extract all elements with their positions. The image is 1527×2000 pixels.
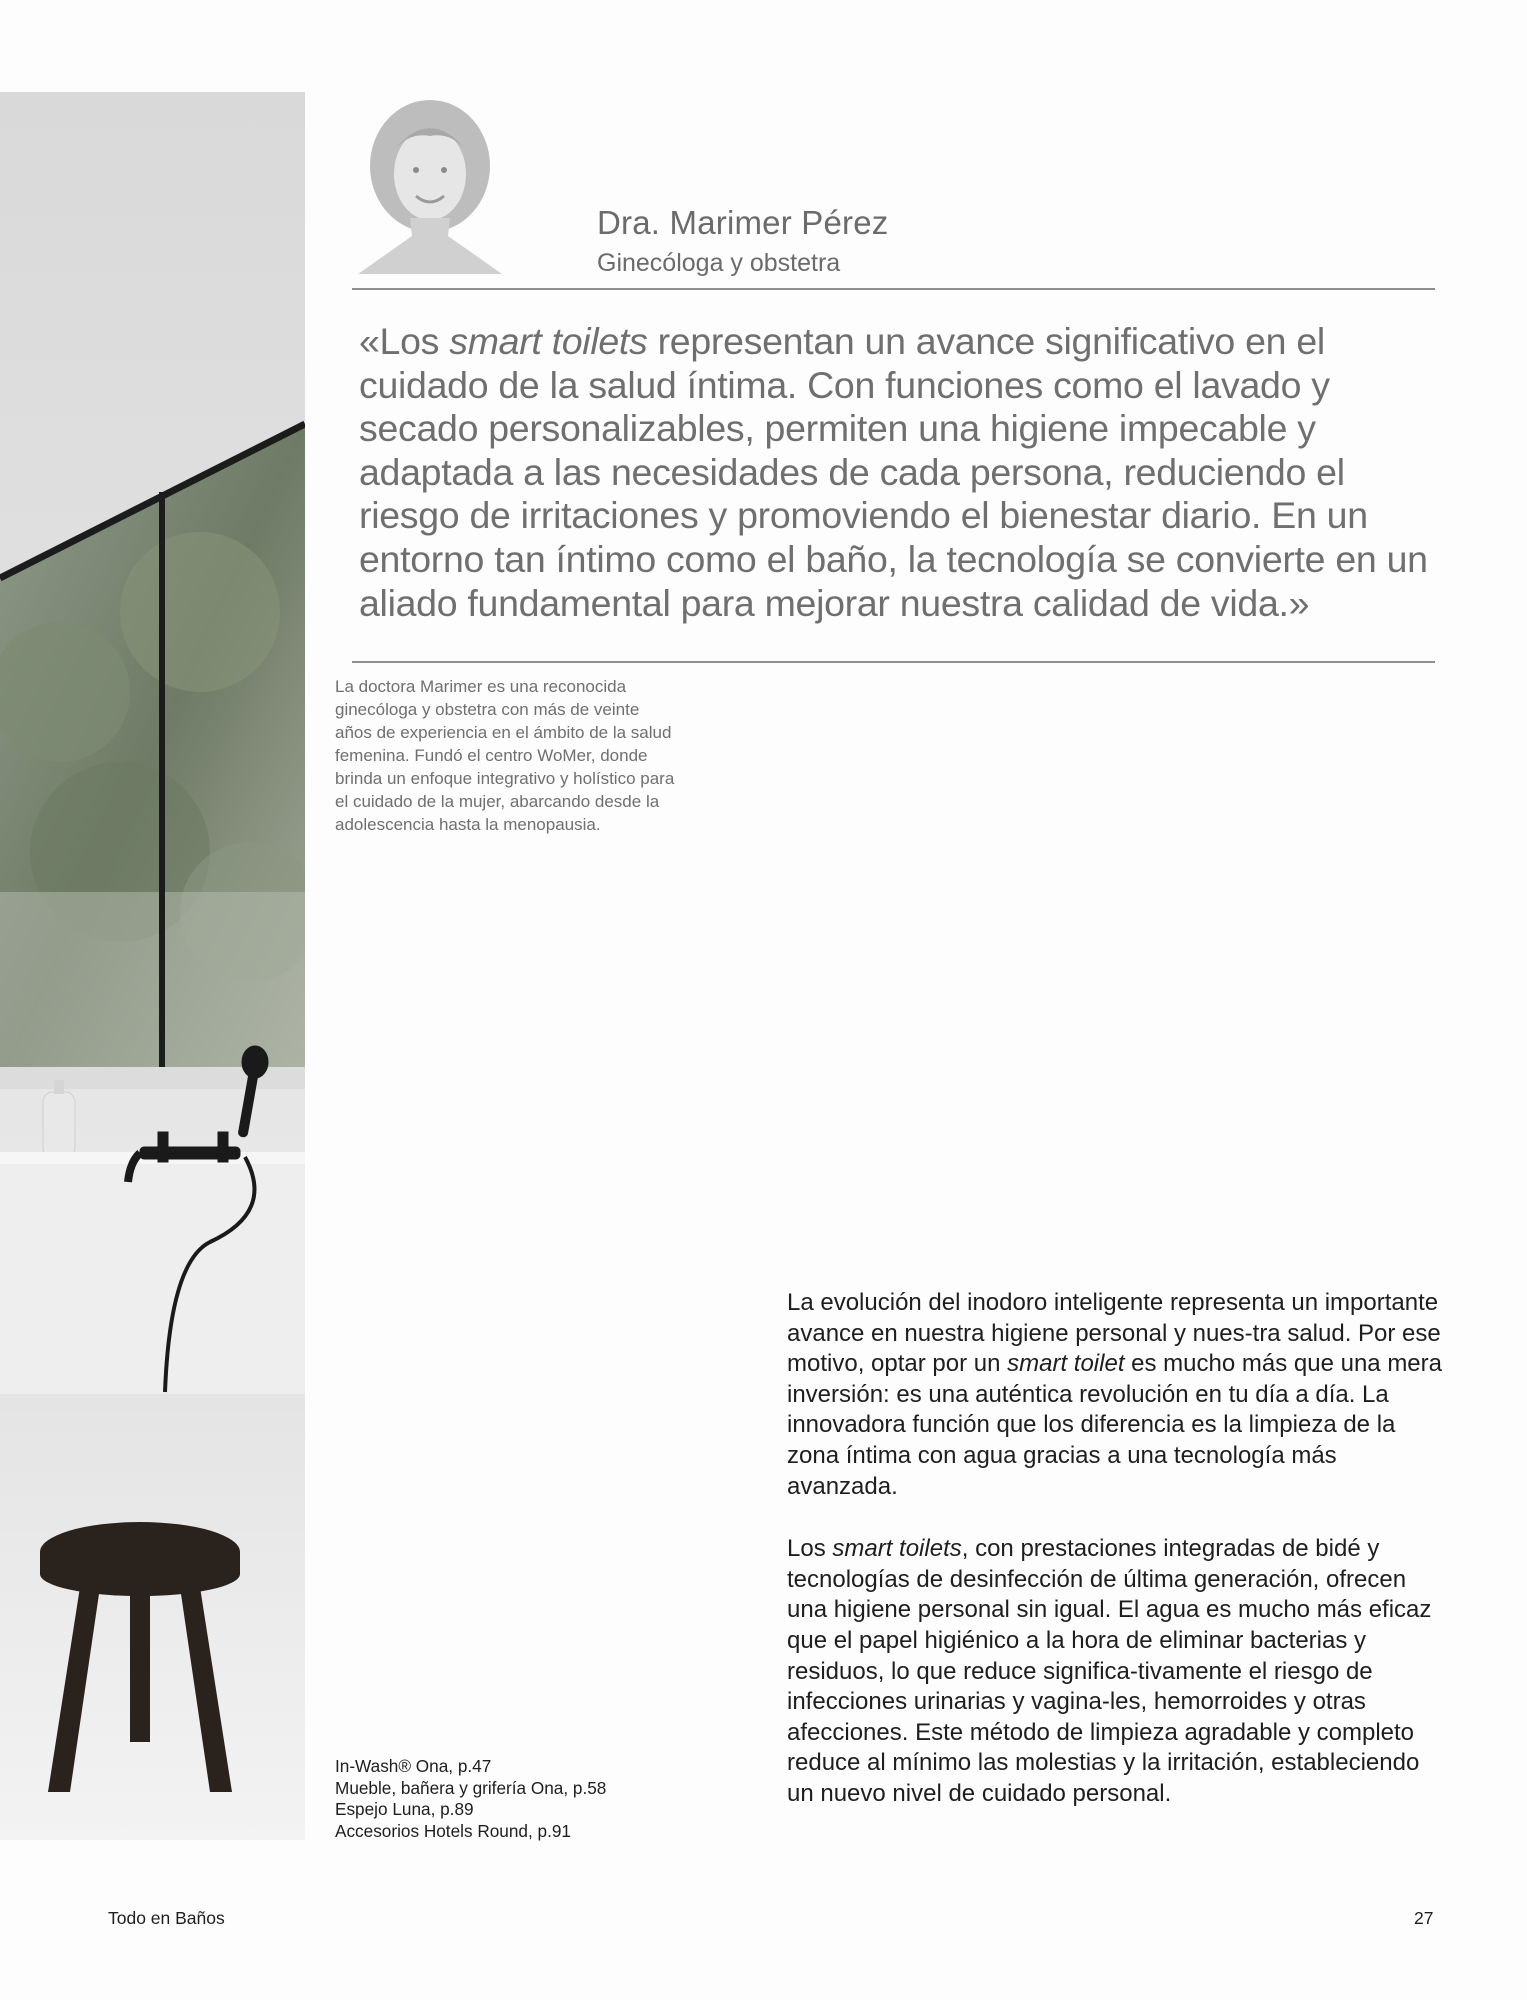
page-number: 27 <box>1414 1908 1434 1928</box>
product-credits <box>335 1756 665 1842</box>
bio-line: años de experiencia en el ámbito de la salud <box>335 723 672 742</box>
bio-line: La doctora Marimer es una reconocida <box>335 677 627 696</box>
bathroom-photo <box>0 92 305 1840</box>
author-name: Dra. Marimer Pérez <box>597 204 889 241</box>
author-portrait <box>350 96 510 274</box>
bio-line: femenina. Fundó el centro WoMer, donde <box>335 746 648 765</box>
article-body <box>787 1288 1447 1810</box>
footer-section-name: Todo en Baños <box>108 1908 225 1928</box>
credit-item: Espejo Luna, p.89 <box>335 1799 474 1819</box>
credit-item: In-Wash® Ona, p.47 <box>335 1756 492 1776</box>
author-role: Ginecóloga y obstetra <box>597 249 841 277</box>
bio-line: el cuidado de la mujer, abarcando desde la <box>335 792 660 811</box>
bio-line: ginecóloga y obstetra con más de veinte <box>335 700 640 719</box>
bio-line: adolescencia hasta la menopausia. <box>335 815 601 834</box>
bio-line: brinda un enfoque integrativo y holístico para <box>335 769 675 788</box>
divider-top <box>352 288 1435 290</box>
body-paragraph-2: Los smart toilets, con prestaciones integradas de bidé y tecnologías de desinfección de última generación, ofrecen una higiene personal sin igual. El agua es mucho más eficaz que el papel higiénico a la hora de eliminar bacterias y residuos, lo que reduce significa-tivamente el riesgo de infecciones urinarias y vagina-les, hemorroides y otras afecciones. Este método de limpieza agradable y completo reduce al mínimo las molestias y la irritación, estableciendo un nuevo nivel de cuidado personal. <box>787 1535 1432 1807</box>
divider-bottom <box>352 661 1435 663</box>
credit-item: Mueble, bañera y grifería Ona, p.58 <box>335 1777 607 1798</box>
credit-item: Accesorios Hotels Round, p.91 <box>335 1820 571 1841</box>
body-paragraph-1: La evolución del inodoro inteligente representa un importante avance en nuestra higiene personal y nues-tra salud. Por ese motivo, optar por un smart toilet es mucho más que una mera inversión: es una auténtica revolución en tu día a día. La innovadora función que los diferencia es la limpieza de la zona íntima con agua gracias a una tecnología más avanzada. <box>787 1289 1442 1500</box>
pull-quote <box>359 320 1439 625</box>
author-bio <box>335 675 735 836</box>
pull-quote-text: «Los smart toilets representan un avance significativo en el cuidado de la salud íntima. Con funciones como el lavado y secado personalizables, permiten una higiene impecable y adaptada a las necesidades de cada persona, reduciendo el riesgo de irritaciones y promoviendo el bienestar diario. En un entorno tan íntimo como el baño, la tecnología se convierte en un aliado fundamental para mejorar nuestra calidad de vida.» <box>359 320 1428 624</box>
